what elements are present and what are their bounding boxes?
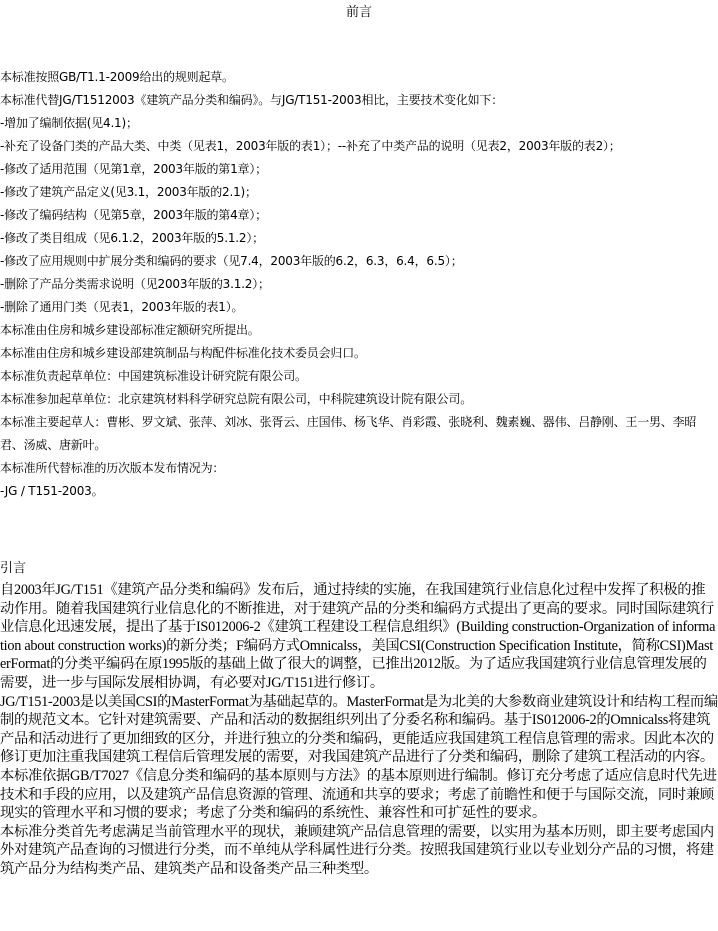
foreword-paragraph: 本标准由住房和城乡建设部建筑制品与构配件标准化技术委员会归口。 [0,346,366,360]
foreword-paragraph: -删除了通用门类（见表1，2003年版的表1）。 [0,300,244,314]
foreword-paragraph: 本标准由住房和城乡建设部标准定额研究所提出。 [0,323,260,337]
foreword-paragraph: -修改了建筑产品定义(见3.1，2003年版的2.1)； [0,185,257,199]
foreword-section [0,66,718,503]
foreword-paragraph: -修改了适用范围（见第1章，2003年版的第1章）； [0,162,267,176]
foreword-paragraph: 本标准参加起草单位：北京建筑材料科学研究总院有限公司，中科院建筑设计院有限公司。 [0,392,473,406]
foreword-paragraph: 本标准负责起草单位：中国建筑标准设计研究院有限公司。 [0,369,307,383]
foreword-paragraph: -修改了类目组成（见6.1.2，2003年版的5.1.2）； [0,231,264,245]
foreword-paragraph: -JG / T151-2003。 [0,484,104,498]
intro-paragraph: 本标准分类首先考虑满足当前管理水平的现状，兼顾建筑产品信息管理的需要，以实用为基本历则，即主要考虑国内外对建筑产品查询的习惯进行分类，而不单纯从学科属性进行分类。按照我国建筑行业以专业划分产品的习惯，将建筑产品分为结构类产品、建筑类产品和设备类产品三种类型。 [0,823,714,877]
intro-paragraph: 本标准依据GB/T7027《信息分类和编码的基本原则与方法》的基本原则进行编制。修订充分考虑了适应信息时代先进技术和手段的应用，以及建筑产品信息资源的管理、流通和共享的要求；考虑了前瞻性和便于与国际交流，同时兼顾现实的管理水平和习惯的要求；考虑了分类和编码的系统性、兼容性和可扩延性的要求。 [0,767,717,822]
intro-paragraph: JG/T151-2003是以美国CSI的MasterFormat为基础起草的。MasterFormat是为北美的大参数商业建筑设计和结构工程而编制的规范文本。它针对建筑需要、产品和活动的数据组织列出了分委名称和编码。基于IS012006-2的Omnicalss将建筑产品和活动进行了更加细致的区分，并进行独立的分类和编码，更能适应我国建筑工程信息管理的需求。因此本次的修订更加注重我国建筑工程信后管理发展的需要，对我国建筑产品进行了分类和编码，删除了建筑工程活动的内容。 [0,693,718,766]
page-title: 前言 [345,5,372,20]
intro-heading: 引言 [0,561,27,576]
foreword-paragraph: 本标准主要起草人：曹彬、罗文斌、张萍、刘冰、张胥云、庄国伟、杨飞华、肖彩霞、张晓利、魏素巍、器伟、吕静刚、王一男、李昭君、汤威、唐新叶。 [0,415,697,452]
foreword-paragraph: -补充了设备门类的产品大类、中类（见表1，2003年版的表1）；--补充了中类产品的说明（见表2，2003年版的表2）； [0,139,621,153]
intro-section [0,581,718,879]
foreword-paragraph: -删除了产品分类需求说明（见2003年版的3.1.2）； [0,277,270,291]
foreword-paragraph: 本标准代替JG/T1512003《建筑产品分类和编码》。与JG/T151-2003相比，主要技术变化如下： [0,93,504,107]
foreword-paragraph: -修改了应用规则中扩展分类和编码的要求（见7.4，2003年版的6.2，6.3，6.4，6.5）； [0,254,463,268]
foreword-paragraph: -修改了编码结构（见第5章，2003年版的第4章）； [0,208,267,222]
foreword-paragraph: 本标准所代替标准的历次版本发布情况为： [0,461,225,475]
foreword-paragraph: 本标准按照GB/T1.1-2009给出的规则起草。 [0,70,234,84]
intro-paragraph: 自2003年JG/T151《建筑产品分类和编码》发布后，通过持续的实施，在我国建筑行业信息化过程中发挥了积极的推动作用。随着我国建筑行业信息化的不断推进，对于建筑产品的分类和编码方式提出了更高的要求。同时国际建筑行业信息化迅速发展，提出了基于IS012006-2《建筑工程建设工程信息组织》(Building construction-Organization of information about construction works)的新分类；F编码方式Omnicalss，美国CSI(Construction Specification Institute，简称CSI)MasterFormat的分类平编码在原1995版的基础上做了很大的调整，已推出2012版。为了适应我国建筑行业信息管理发展的需要，进一步与国际发展相协调，有必要对JG/T151进行修订。 [0,582,716,691]
foreword-paragraph: -增加了编制依据(见4.1)； [0,116,138,130]
